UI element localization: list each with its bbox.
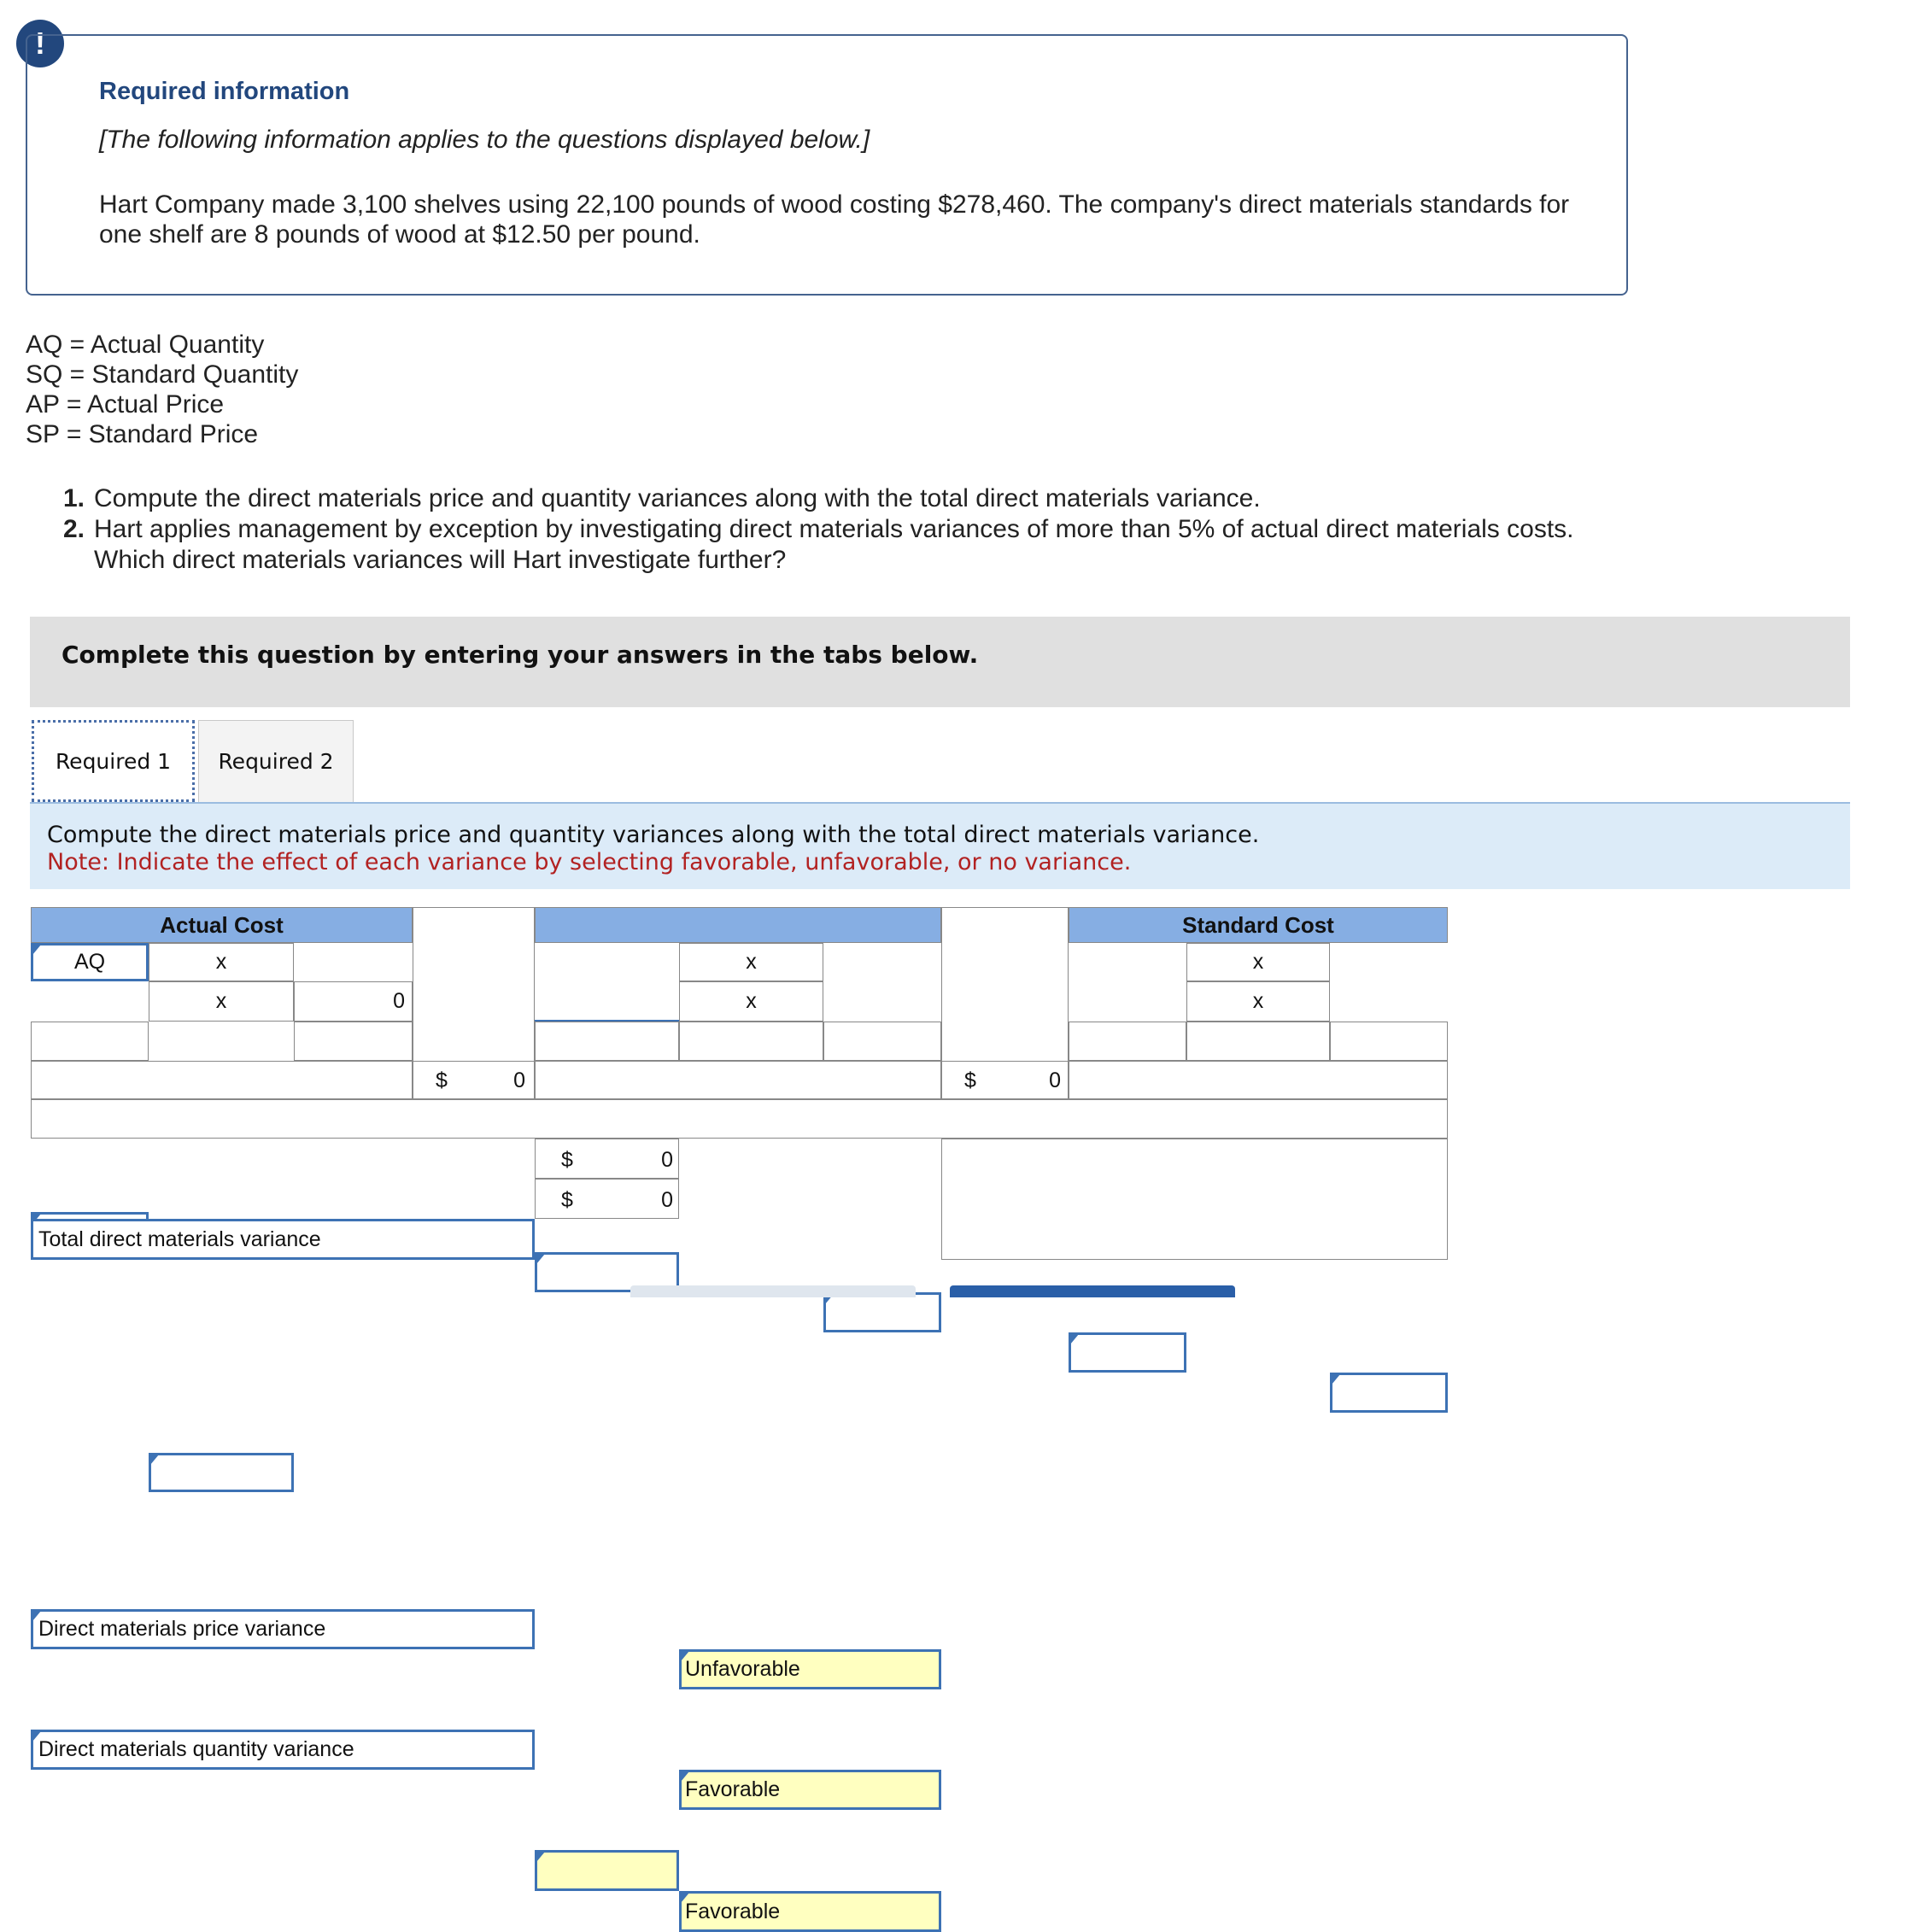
quantity-variance-amount: 0 xyxy=(661,1188,673,1212)
complete-prompt: Complete this question by entering your answers in the tabs below. xyxy=(61,641,979,669)
empty-cell xyxy=(31,1022,149,1061)
currency-symbol: $ xyxy=(436,1068,448,1092)
middle-header xyxy=(535,907,941,943)
multiply-sign: x xyxy=(149,943,294,981)
complete-question-bar xyxy=(30,617,1850,707)
actual-total-value: 0 xyxy=(513,1068,525,1092)
requirement-number: 1. xyxy=(63,484,85,512)
empty-cell xyxy=(1186,1022,1330,1061)
previous-button[interactable] xyxy=(630,1285,916,1297)
empty-cell xyxy=(535,1022,679,1061)
empty-cell xyxy=(1330,1022,1448,1061)
legend-sp: SP = Standard Price xyxy=(26,420,259,448)
requirements-list xyxy=(63,483,1601,576)
quantity-variance-label-dropdown[interactable]: Direct materials quantity variance xyxy=(31,1730,535,1770)
empty-cell xyxy=(679,1022,823,1061)
multiply-sign: x xyxy=(1186,943,1330,981)
total-variance-effect-dropdown[interactable]: Favorable xyxy=(679,1891,941,1932)
spacer-cell xyxy=(941,907,1069,1061)
currency-symbol: $ xyxy=(561,1188,573,1212)
multiply-sign: x xyxy=(149,981,294,1022)
actual-ap-value: 0 xyxy=(294,981,413,1022)
actual-total-cell xyxy=(413,1061,535,1099)
quantity-variance-effect-dropdown[interactable]: Favorable xyxy=(679,1770,941,1810)
empty-cell xyxy=(294,1022,413,1061)
standard-cost-header: Standard Cost xyxy=(1069,907,1448,943)
multiply-sign: x xyxy=(1186,981,1330,1022)
instructions-note: Note: Indicate the effect of each variance by selecting favorable, unfavorable, or no variance. xyxy=(47,849,1132,875)
empty-row xyxy=(31,1099,1448,1139)
requirement-text: Hart applies management by exception by investigating direct materials variances of more than 5% of actual direct materials costs. Which direct materials variances will Hart investigate further? xyxy=(94,515,1574,574)
multiply-sign: x xyxy=(679,943,823,981)
total-variance-amount-input[interactable] xyxy=(535,1850,679,1891)
actual-aq-label-dropdown[interactable]: AQ xyxy=(31,943,149,981)
info-text: Hart Company made 3,100 shelves using 22,100 pounds of wood costing $278,460. The company's direct materials standards for one shelf are 8 pounds of wood at $12.50 per pound. xyxy=(99,190,1570,249)
standard-sq-input[interactable] xyxy=(1069,1332,1186,1373)
quantity-variance-amount-cell[interactable] xyxy=(535,1179,679,1219)
empty-cell xyxy=(535,1061,941,1099)
instructions-text: Compute the direct materials price and quantity variances along with the total direct materials variance. xyxy=(47,822,1260,848)
required-info-box xyxy=(26,34,1628,296)
empty-cell xyxy=(823,1022,941,1061)
requirement-text: Compute the direct materials price and quantity variances along with the total direct materials variance. xyxy=(94,484,1261,512)
requirement-1 xyxy=(63,483,1601,514)
currency-symbol: $ xyxy=(964,1068,976,1092)
instructions-panel xyxy=(30,802,1850,889)
legend-sq: SQ = Standard Quantity xyxy=(26,360,299,389)
middle-total-value: 0 xyxy=(1049,1068,1061,1092)
requirement-2 xyxy=(63,514,1601,576)
price-variance-label-dropdown[interactable]: Direct materials price variance xyxy=(31,1609,535,1649)
info-subtitle: [The following information applies to the questions displayed below.] xyxy=(99,126,870,154)
empty-cell xyxy=(1069,1061,1448,1099)
actual-cost-header: Actual Cost xyxy=(31,907,413,943)
tab-required-1[interactable]: Required 1 xyxy=(32,720,195,802)
actual-ap-input[interactable] xyxy=(149,1453,294,1492)
tab-required-2[interactable]: Required 2 xyxy=(198,720,354,802)
legend-aq: AQ = Actual Quantity xyxy=(26,331,265,359)
price-variance-amount: 0 xyxy=(661,1148,673,1172)
middle-total-cell xyxy=(941,1061,1069,1099)
info-title: Required information xyxy=(99,78,350,105)
empty-cell xyxy=(1069,1022,1186,1061)
price-variance-effect-dropdown[interactable]: Unfavorable xyxy=(679,1649,941,1689)
middle-sp-input[interactable] xyxy=(823,1292,941,1332)
multiply-sign: x xyxy=(679,981,823,1022)
legend-ap: AP = Actual Price xyxy=(26,390,225,419)
currency-symbol: $ xyxy=(561,1148,573,1172)
spacer-cell xyxy=(413,907,535,1061)
abbreviation-legend xyxy=(26,330,298,449)
total-variance-label: Total direct materials variance xyxy=(31,1219,535,1260)
alert-icon: ! xyxy=(16,20,64,67)
next-button[interactable] xyxy=(950,1285,1235,1297)
requirement-number: 2. xyxy=(63,515,85,543)
standard-sp-input[interactable] xyxy=(1330,1373,1448,1413)
empty-cell xyxy=(941,1139,1448,1260)
empty-cell xyxy=(31,1061,413,1099)
price-variance-amount-cell[interactable] xyxy=(535,1139,679,1179)
